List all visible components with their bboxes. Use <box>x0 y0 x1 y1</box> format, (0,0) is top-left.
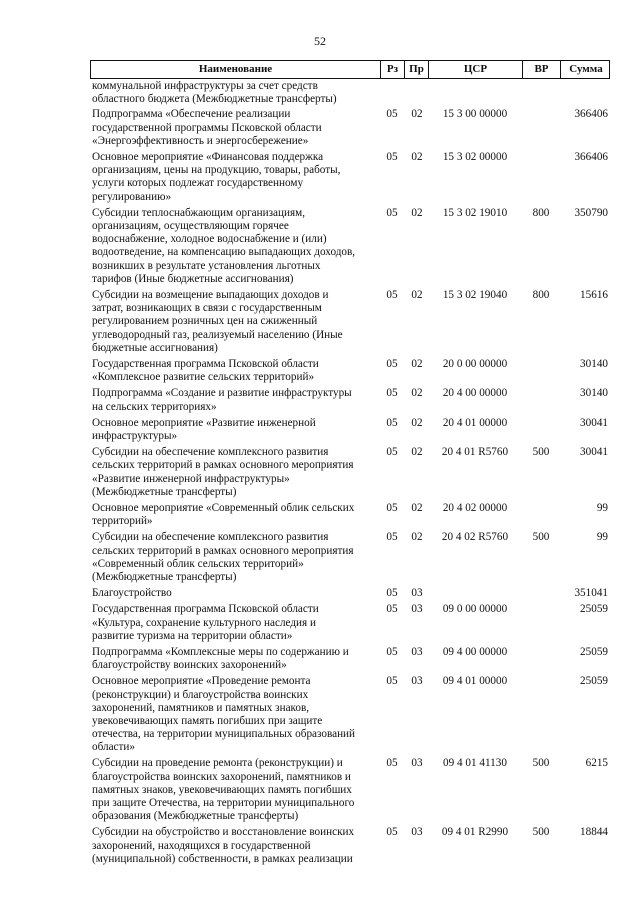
row-name <box>92 603 380 643</box>
row-sum: 6215 <box>585 757 608 770</box>
row-name-line: сельских территорий в рамках основного мероприятия <box>92 544 354 557</box>
row-sum: 30140 <box>580 357 608 370</box>
row-name <box>92 289 380 355</box>
page-number: 52 <box>314 34 326 48</box>
row-pr: 02 <box>411 288 423 301</box>
row-name <box>92 587 380 600</box>
row-name-line: при защите Отечества, на территории муниципального <box>92 797 355 810</box>
row-name-line: территорий» <box>92 515 153 528</box>
table-row <box>90 151 610 204</box>
row-name <box>92 826 380 866</box>
row-pr: 03 <box>411 757 423 770</box>
row-rz: 05 <box>386 150 398 163</box>
row-rz: 05 <box>386 757 398 770</box>
header-pr: Пр <box>405 61 429 78</box>
row-pr: 02 <box>411 446 423 459</box>
row-sum: 350790 <box>574 206 608 219</box>
row-sum: 99 <box>596 501 608 514</box>
row-name-line: областного бюджета (Межбюджетные трансферты) <box>92 93 337 106</box>
row-csr: 09 4 01 00000 <box>442 675 508 688</box>
row-vr: 500 <box>532 826 550 839</box>
row-pr: 02 <box>411 387 423 400</box>
row-name-line: Подпрограмма «Обеспечение реализации <box>92 108 291 121</box>
row-rz: 05 <box>386 357 398 370</box>
row-name <box>92 207 380 286</box>
row-sum: 351041 <box>574 587 608 600</box>
table-row <box>90 502 610 528</box>
row-name-line: водоснабжение, холодное водоснабжение и (или) <box>92 233 327 246</box>
budget-table <box>90 60 610 866</box>
row-name <box>92 108 380 148</box>
table-body <box>90 80 610 866</box>
row-pr: 02 <box>411 501 423 514</box>
row-vr: 800 <box>532 206 550 219</box>
row-name-line: (муниципальной) собственности, в рамках реализации <box>92 852 353 865</box>
row-name-line: Основное мероприятие «Финансовая поддержка <box>92 150 324 163</box>
row-pr: 02 <box>411 206 423 219</box>
table-row <box>90 80 610 106</box>
row-csr: 15 3 02 00000 <box>442 150 508 163</box>
row-name-line: благоустройству воинских захоронений» <box>92 659 287 672</box>
row-name-line: отечества, на территории муниципальных образований <box>92 728 356 741</box>
header-name: Наименование <box>91 61 381 78</box>
row-name-line: Субсидии на проведение ремонта (реконструкции) и <box>92 757 343 770</box>
row-rz: 05 <box>386 501 398 514</box>
row-name <box>92 151 380 204</box>
row-name-line: «Современный облик сельских территорий» <box>92 557 304 570</box>
row-name-line: водоотведение, на компенсацию выпадающих доходов, <box>92 246 356 259</box>
row-name-line: развитие туризма на территории области» <box>92 629 293 642</box>
row-sum: 30140 <box>580 387 608 400</box>
row-rz: 05 <box>386 603 398 616</box>
row-csr: 15 3 02 19040 <box>442 288 508 301</box>
row-name <box>92 757 380 823</box>
row-name-line: благоустройства воинских захоронений, памятников и <box>92 770 351 783</box>
row-csr: 20 4 01 R5760 <box>441 446 509 459</box>
row-name-line: Основное мероприятие «Развитие инженерной <box>92 416 316 429</box>
row-name-line: «Культура, сохранение культурного наследия и <box>92 616 316 629</box>
row-csr: 15 3 00 00000 <box>442 108 508 121</box>
row-name-line: государственной программы Псковской области <box>92 121 322 134</box>
row-sum: 30041 <box>580 416 608 429</box>
row-rz: 05 <box>386 206 398 219</box>
row-pr: 02 <box>411 150 423 163</box>
table-row <box>90 587 610 600</box>
table-row <box>90 826 610 866</box>
table-header <box>90 60 610 79</box>
row-csr: 20 4 00 00000 <box>442 387 508 400</box>
row-name-line: регулированию» <box>92 190 172 203</box>
row-name-line: Подпрограмма «Комплексные меры по содержанию и <box>92 645 349 658</box>
row-name-line: «Развитие инженерной инфраструктуры» <box>92 472 290 485</box>
row-name-line: захоронений, памятников и памятных знаков, <box>92 701 310 714</box>
row-sum: 366406 <box>574 150 608 163</box>
row-name-line: Субсидии на возмещение выпадающих доходов и <box>92 288 329 301</box>
row-name-line: тарифов (Иные бюджетные ассигнования) <box>92 272 294 285</box>
row-name-line: услуги которых подлежат государственному <box>92 177 304 190</box>
row-csr: 09 0 00 00000 <box>442 603 508 616</box>
header-sum: Сумма <box>569 63 603 75</box>
table-row <box>90 108 610 148</box>
row-rz: 05 <box>386 108 398 121</box>
row-name <box>92 417 380 443</box>
row-csr: 20 0 00 00000 <box>442 357 508 370</box>
row-name-line: захоронений, находящихся в государственной <box>92 839 311 852</box>
row-pr: 03 <box>411 603 423 616</box>
row-sum: 25059 <box>580 645 608 658</box>
row-name-line: Субсидии на обеспечение комплексного развития <box>92 531 329 544</box>
row-csr: 09 4 00 00000 <box>442 645 508 658</box>
row-sum: 99 <box>596 531 608 544</box>
row-csr: 20 4 02 R5760 <box>441 531 509 544</box>
row-name-line: области» <box>92 741 135 754</box>
row-name-line: (реконструкции) и благоустройства воинских <box>92 688 309 701</box>
row-pr: 03 <box>411 675 423 688</box>
table-row <box>90 387 610 413</box>
row-name-line: Благоустройство <box>92 587 172 600</box>
row-vr: 800 <box>532 288 550 301</box>
row-name-line: инфраструктуры» <box>92 429 178 442</box>
row-csr: 20 4 02 00000 <box>442 501 508 514</box>
row-name-line: увековечивающих память погибших при защите <box>92 714 323 727</box>
row-pr: 03 <box>411 587 423 600</box>
row-name <box>92 502 380 528</box>
row-sum: 25059 <box>580 603 608 616</box>
row-rz: 05 <box>386 645 398 658</box>
row-pr: 02 <box>411 416 423 429</box>
row-sum: 30041 <box>580 446 608 459</box>
row-name-line: бюджетные ассигнования) <box>92 341 218 354</box>
row-sum: 18844 <box>580 826 608 839</box>
row-vr: 500 <box>532 757 550 770</box>
table-row <box>90 646 610 672</box>
row-name-line: Субсидии теплоснабжающим организациям, <box>92 206 305 219</box>
header-vr: ВР <box>523 61 561 78</box>
row-sum: 25059 <box>580 675 608 688</box>
row-name <box>92 80 380 106</box>
row-name <box>92 675 380 754</box>
row-rz: 05 <box>386 416 398 429</box>
row-name-line: (Межбюджетные трансферты) <box>92 570 237 583</box>
row-vr: 500 <box>532 531 550 544</box>
table-row <box>90 757 610 823</box>
row-rz: 05 <box>386 531 398 544</box>
table-row <box>90 531 610 584</box>
row-name-line: образования (Межбюджетные трансферты) <box>92 810 299 823</box>
row-name <box>92 358 380 384</box>
row-rz: 05 <box>386 826 398 839</box>
row-name-line: Субсидии на обеспечение комплексного развития <box>92 446 329 459</box>
row-csr: 09 4 01 41130 <box>443 757 507 770</box>
row-pr: 02 <box>411 531 423 544</box>
row-name <box>92 646 380 672</box>
row-name-line: Субсидии на обустройство и восстановление воинских <box>92 826 355 839</box>
row-name <box>92 387 380 413</box>
table-row <box>90 289 610 355</box>
row-name-line: регулированием розничных цен на сжиженный <box>92 315 318 328</box>
row-name-line: памятных знаков, увековечивающих память погибших <box>92 783 352 796</box>
row-csr: 09 4 01 R2990 <box>441 826 509 839</box>
row-sum: 366406 <box>574 108 608 121</box>
row-name-line: углеводородный газ, реализуемый населению (Иные <box>92 328 343 341</box>
table-row <box>90 603 610 643</box>
row-name-line: Основное мероприятие «Проведение ремонта <box>92 675 311 688</box>
table-row <box>90 675 610 754</box>
row-rz: 05 <box>386 587 398 600</box>
row-rz: 05 <box>386 675 398 688</box>
row-name-line: «Энергоэффективность и энергосбережение» <box>92 134 309 147</box>
row-name-line: «Комплексное развитие сельских территорий» <box>92 371 315 384</box>
table-row <box>90 358 610 384</box>
row-name-line: Основное мероприятие «Современный облик сельских <box>92 501 355 514</box>
row-sum: 15616 <box>580 288 608 301</box>
row-name-line: Государственная программа Псковской области <box>92 357 319 370</box>
row-pr: 02 <box>411 108 423 121</box>
row-name-line: организациям, осуществляющим горячее <box>92 219 289 232</box>
header-csr: ЦСР <box>429 61 523 78</box>
row-rz: 05 <box>386 288 398 301</box>
header-rz: Рз <box>381 61 405 78</box>
row-csr: 15 3 02 19010 <box>442 206 508 219</box>
table-row <box>90 446 610 499</box>
row-vr: 500 <box>532 446 550 459</box>
row-name <box>92 531 380 584</box>
row-name-line: возникших в результате установления льготных <box>92 259 321 272</box>
row-name-line: (Межбюджетные трансферты) <box>92 485 237 498</box>
row-name <box>92 446 380 499</box>
row-name-line: организациям, цены на продукцию, товары, работы, <box>92 164 341 177</box>
row-name-line: затрат, возникающих в связи с государственным <box>92 302 322 315</box>
row-pr: 02 <box>411 357 423 370</box>
row-name-line: Государственная программа Псковской области <box>92 603 319 616</box>
row-rz: 05 <box>386 387 398 400</box>
row-pr: 03 <box>411 645 423 658</box>
row-name-line: сельских территорий в рамках основного мероприятия <box>92 459 354 472</box>
row-rz: 05 <box>386 446 398 459</box>
row-csr: 20 4 01 00000 <box>442 416 508 429</box>
row-name-line: коммунальной инфраструктуры за счет средств <box>92 80 318 92</box>
row-pr: 03 <box>411 826 423 839</box>
row-name-line: Подпрограмма «Создание и развитие инфраструктуры <box>92 387 352 400</box>
table-row <box>90 417 610 443</box>
row-name-line: на сельских территориях» <box>92 400 217 413</box>
table-row <box>90 207 610 286</box>
